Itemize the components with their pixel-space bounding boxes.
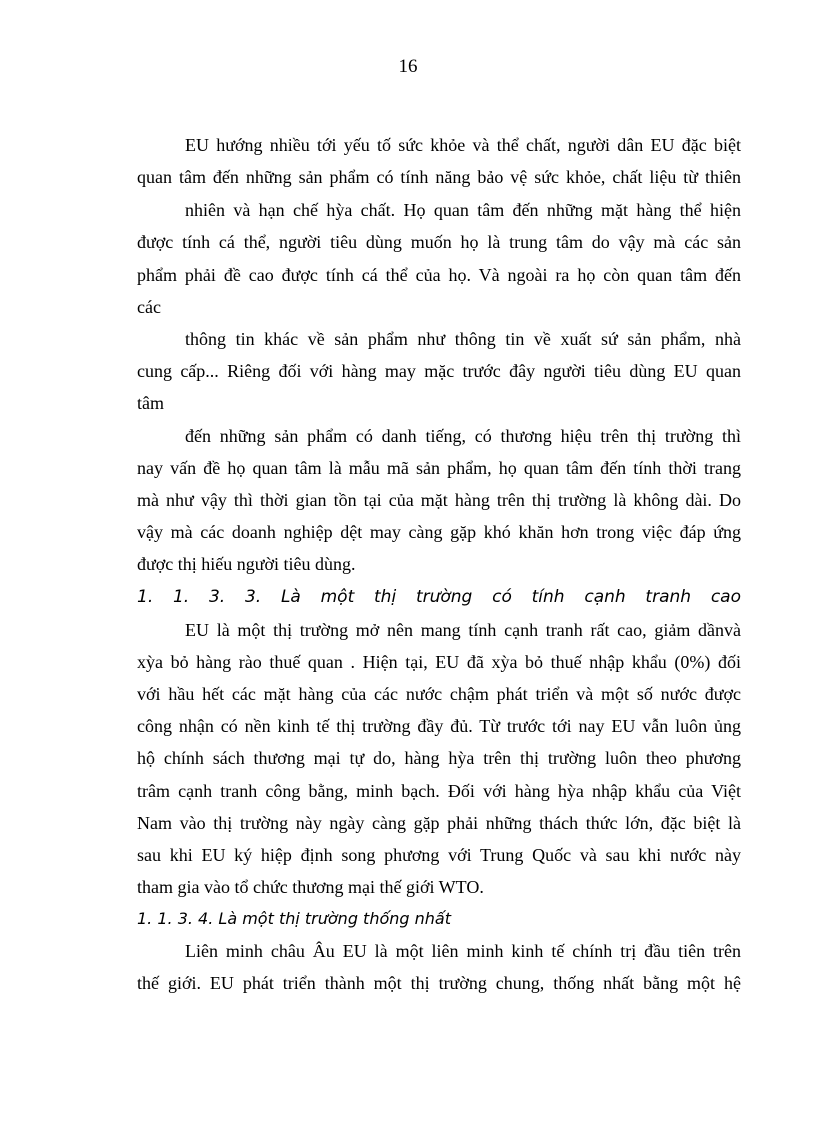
paragraph-line: vậy mà các doanh nghiệp dệt may càng gặp khó khăn hơn trong việc đáp ứng (137, 522, 741, 542)
paragraph-line: được thị hiếu người tiêu dùng. (137, 554, 356, 574)
paragraph-line: được tính cá thể, người tiêu dùng muốn họ là trung tâm do vậy mà các sản (137, 232, 741, 252)
paragraph-line: nay vấn đề họ quan tâm là mẫu mã sản phẩm, họ quan tâm đến tính thời trang (137, 458, 741, 478)
paragraph-line: tâm (137, 393, 164, 413)
paragraph-line: EU hướng nhiều tới yếu tố sức khỏe và thể chất, người dân EU đặc biệt (185, 135, 741, 155)
page-number: 16 (398, 56, 418, 77)
paragraph-line: xỳa bỏ hàng rào thuế quan . Hiện tại, EU đã xỳa bỏ thuế nhập khẩu (0%) đối (137, 652, 741, 672)
paragraph-line: thế giới. EU phát triển thành một thị trường chung, thống nhất bằng một hệ (137, 973, 741, 993)
paragraph-line: quan tâm đến những sản phẩm có tính năng bảo vệ sức khỏe, chất liệu từ thiên (137, 167, 741, 187)
paragraph-line: mà như vậy thì thời gian tồn tại của mặt hàng trên thị trường là không dài. Do (137, 490, 741, 510)
paragraph-line: trâm cạnh tranh công bằng, minh bạch. Đối với hàng hỳa nhập khẩu của Việt (137, 781, 741, 801)
paragraph-line: cung cấp... Riêng đối với hàng may mặc trước đây người tiêu dùng EU quan (137, 361, 741, 381)
paragraph-line: các (137, 297, 161, 317)
paragraph-line: với hầu hết các mặt hàng của các nước chậm phát triển và một số nước được (137, 684, 741, 704)
paragraph-line: EU là một thị trường mở nên mang tính cạnh tranh rất cao, giảm dầnvà (185, 620, 741, 640)
paragraph-line: đến những sản phẩm có danh tiếng, có thương hiệu trên thị trường thì (185, 426, 741, 446)
paragraph-line: phẩm phải đề cao được tính cá thể của họ. Và ngoài ra họ còn quan tâm đến (137, 265, 741, 285)
section-heading: 1. 1. 3. 3. Là một thị trường có tính cạnh tranh cao (137, 587, 741, 607)
paragraph-line: sau khi EU ký hiệp định song phương với Trung Quốc và sau khi nước này (137, 845, 741, 865)
paragraph-line: hộ chính sách thương mại tự do, hàng hỳa trên thị trường luôn theo phương (137, 748, 741, 768)
paragraph-line: nhiên và hạn chế hỳa chất. Họ quan tâm đến những mặt hàng thể hiện (185, 200, 741, 220)
paragraph-line: thông tin khác về sản phẩm như thông tin về xuất sứ sản phẩm, nhà (185, 329, 741, 349)
paragraph-line: tham gia vào tổ chức thương mại thế giới WTO. (137, 877, 484, 897)
paragraph-line: công nhận có nền kinh tế thị trường đầy đủ. Từ trước tới nay EU vẫn luôn ủng (137, 716, 741, 736)
paragraph-line: Nam vào thị trường này ngày càng gặp phải những thách thức lớn, đặc biệt là (137, 813, 741, 833)
paragraph-line: Liên minh châu Âu EU là một liên minh kinh tế chính trị đầu tiên trên (185, 941, 741, 961)
section-heading: 1. 1. 3. 4. Là một thị trường thống nhất (137, 909, 451, 928)
